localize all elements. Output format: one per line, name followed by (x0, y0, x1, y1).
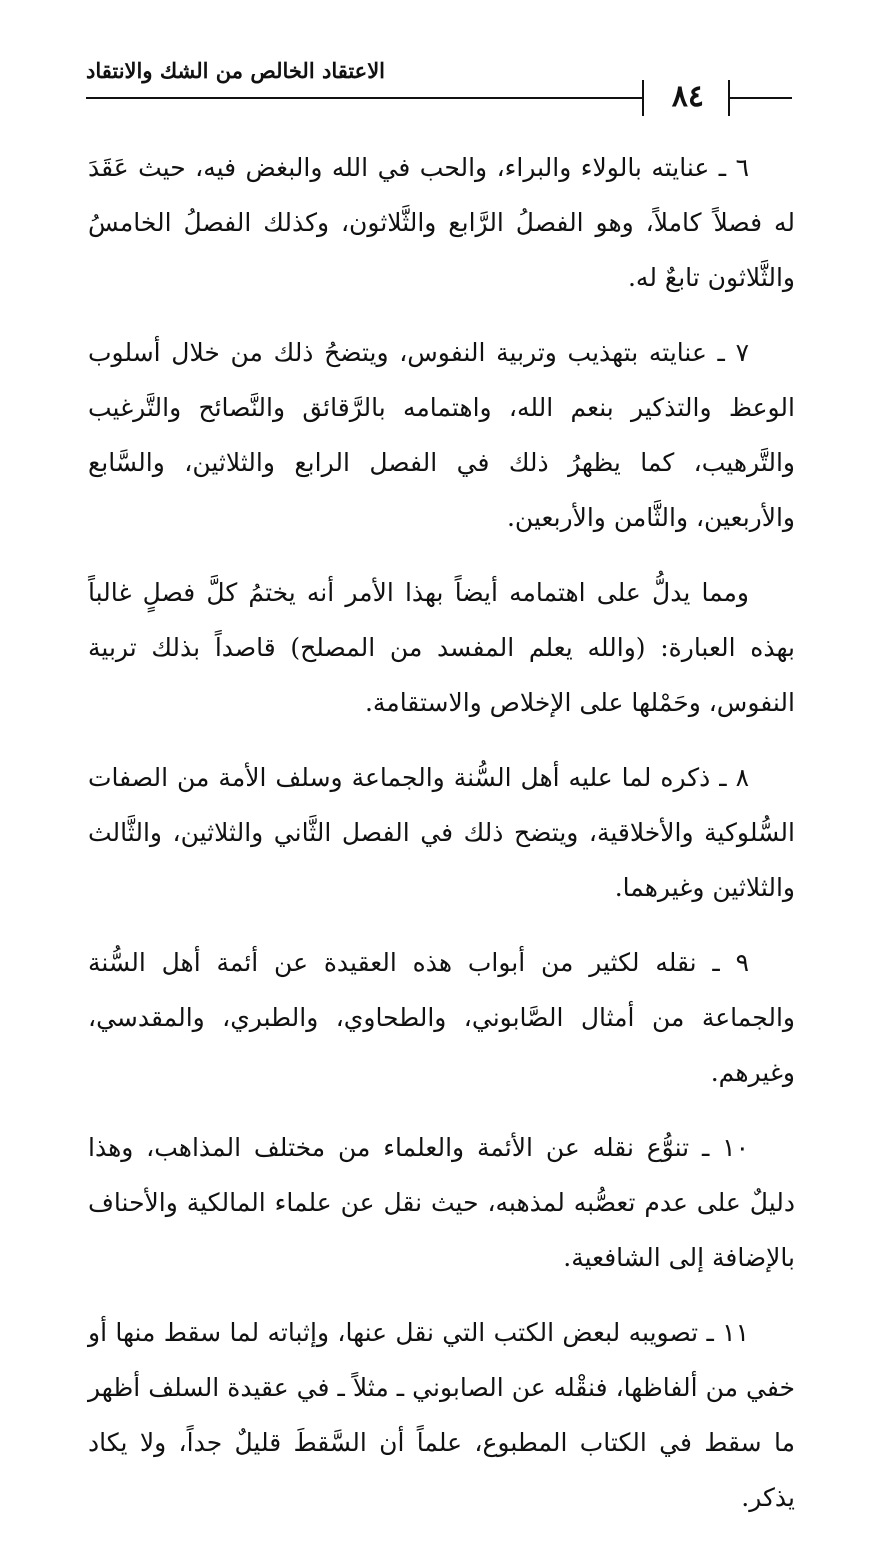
paragraph: ٨ ـ ذكره لما عليه أهل السُّنة والجماعة وسلف الأمة من الصفات السُّلوكية والأخلاقية، ويتضح ذلك في الفصل الثَّاني والثلاثين، والثَّالث والثلاثين وغيرهما. (88, 763, 795, 902)
header-divider (728, 80, 730, 116)
paragraph: ٩ ـ نقله لكثير من أبواب هذه العقيدة عن أئمة أهل السُّنة والجماعة من أمثال الصَّابوني، والطحاوي، والطبري، والمقدسي، وغيرهم. (88, 948, 795, 1087)
paragraph: ومما يدلُّ على اهتمامه أيضاً بهذا الأمر أنه يختمُ كلَّ فصلٍ غالباً بهذه العبارة: (والله يعلم المفسد من المصلح) قاصداً بذلك تربية النفوس، وحَمْلها على الإخلاص والاستقامة. (88, 578, 795, 717)
running-title: الاعتقاد الخالص من الشك والانتقاد (86, 58, 386, 83)
page-number: ٨٤ (671, 79, 704, 114)
paragraph: ٧ ـ عنايته بتهذيب وتربية النفوس، ويتضحُ ذلك من خلال أسلوب الوعظ والتذكير بنعم الله، واهتمامه بالرَّقائق والنَّصائح والتَّرغيب والتَّرهيب، كما يظهرُ ذلك في الفصل الرابع والثلاثين، والسَّابع والأربعين، والثَّامن والأربعين. (88, 338, 795, 532)
running-header (86, 52, 792, 118)
body-text (88, 140, 795, 1545)
paragraph: ١١ ـ تصويبه لبعض الكتب التي نقل عنها، وإثباته لما سقط منها أو خفي من ألفاظها، فنقْله عن الصابوني ـ مثلاً ـ في عقيدة السلف أظهر ما سقط في الكتاب المطبوع، علماً أن السَّقطَ قليلٌ جداً، ولا يكاد يذكر. (88, 1318, 795, 1512)
header-rule (730, 97, 792, 99)
paragraph: ١٠ ـ تنوُّع نقله عن الأئمة والعلماء من مختلف المذاهب، وهذا دليلٌ على عدم تعصُّبه لمذهبه، حيث نقل عن علماء المالكية والأحناف بالإضافة إلى الشافعية. (88, 1133, 795, 1272)
paragraph: ٦ ـ عنايته بالولاء والبراء، والحب في الله والبغض فيه، حيث عَقَدَ له فصلاً كاملاً، وهو الفصلُ الرَّابع والثَّلاثون، وكذلك الفصلُ الخامسُ والثَّلاثون تابعٌ له. (88, 153, 795, 292)
header-divider (642, 80, 644, 116)
header-rule (86, 97, 642, 99)
